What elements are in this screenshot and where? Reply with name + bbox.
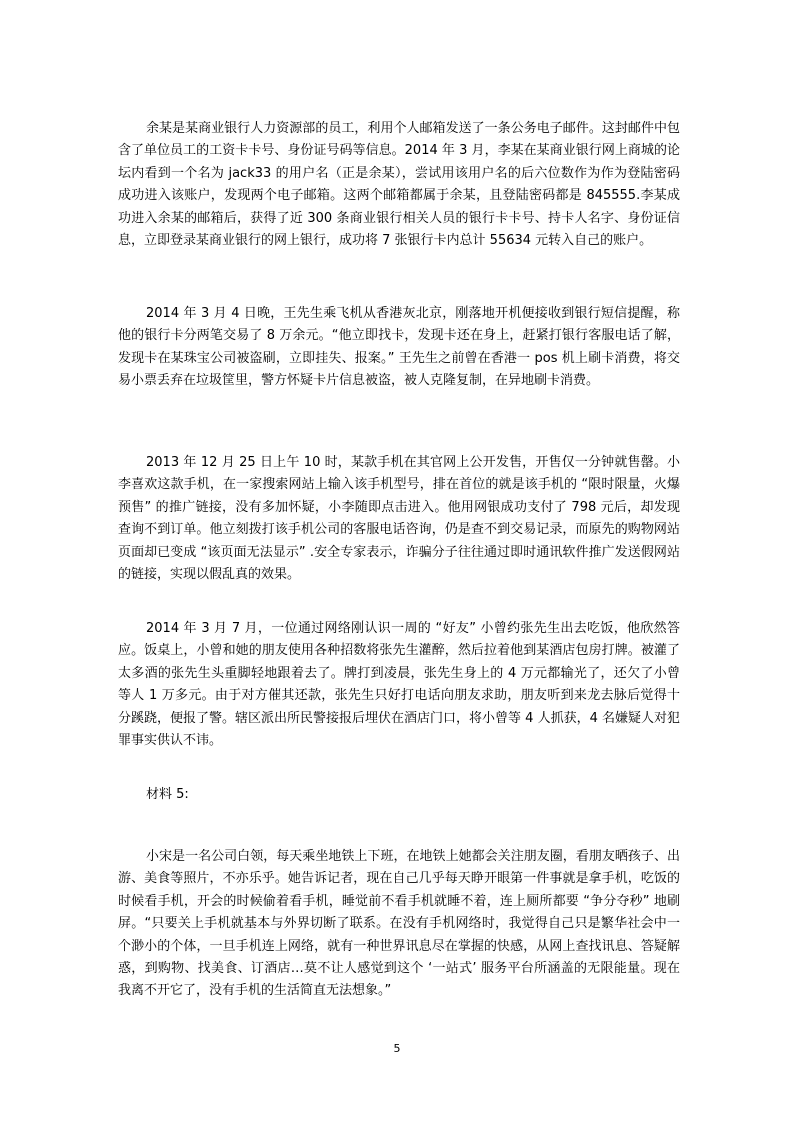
paragraph-online-friend-case: 2014 年 3 月 7 月，一位通过网络刚认识一周的 “好友” 小曾约张先生出去吃饭，他欣然答应。饭桌上，小曾和她的朋友使用各种招数将张先生灌醉，然后拉着他到某酒店包房打牌。被灌了太多酒的张先生头重脚轻地跟着去了。牌打到凌晨，张先生身上的 4 万元都输光了，还欠了小曾等人 1 万多元。由于对方催其还款，张先生只好打电话向朋友求助，朋友听到来龙去脉后觉得十分蹊跷，便报了警。辖区派出所民警接报后埋伏在酒店门口，将小曾等 4 人抓获，4 名嫌疑人对犯罪事实供认不讳。 bbox=[118, 621, 680, 749]
paragraph-fake-website-case: 2013 年 12 月 25 日上午 10 时，某款手机在其官网上公开发售，开售仅一分钟就售罄。小李喜欢这款手机，在一家搜索网站上输入该手机型号，排在首位的就是该手机的 “限时限量，火爆预售” 的推广链接，没有多加怀疑，小李随即点击进入。他用网银成功支付了 798 元后，却发现查询不到订单。他立刻拨打该手机公司的客服电话咨询，仍是查不到交易记录，而原先的购物网站页面却已变成 “该页面无法显示” .安全专家表示，诈骗分子往往通过即时通讯软件推广发送假网站的链接，实现以假乱真的效果。 bbox=[118, 455, 680, 583]
paragraph-phone-addiction: 小宋是一名公司白领，每天乘坐地铁上下班，在地铁上她都会关注朋友圈，看朋友晒孩子、出游、美食等照片，不亦乐乎。她告诉记者，现在自己几乎每天睁开眼第一件事就是拿手机，吃饭的时候看手机，开会的时候偷着看手机，睡觉前不看手机就睡不着，连上厕所都要 “争分夺秒” 地刷屏。“只要关上手机就基本与外界切断了联系。在没有手机网络时，我觉得自己只是繁华社会中一个渺小的个体，一旦手机连上网络，就有一种世界讯息尽在掌握的快感，从网上查找讯息、答疑解惑，到购物、找美食、订酒店…莫不让人感觉到这个 ‘一站式’ 服务平台所涵盖的无限能量。现在我离不开它了，没有手机的生活简直无法想象。” bbox=[118, 849, 680, 999]
paragraph-card-cloning-case: 2014 年 3 月 4 日晚，王先生乘飞机从香港灰北京，刚落地开机便接收到银行短信提醒，称他的银行卡分两笔交易了 8 万余元。“他立即找卡，发现卡还在身上，赶紧打银行客服电话了解，发现卡在某珠宝公司被盗刷，立即挂失、报案。” 王先生之前曾在香港一 pos 机上刷卡消费，将交易小票丢弃在垃圾筐里，警方怀疑卡片信息被盗，被人克隆复制，在异地刷卡消费。 bbox=[118, 306, 680, 389]
paragraph-bank-email-case: 余某是某商业银行人力资源部的员工，利用个人邮箱发送了一条公务电子邮件。这封邮件中包含了单位员工的工资卡卡号、身份证号码等信息。2014 年 3 月，李某在某商业银行网上商城的论坛内看到一个名为 jack33 的用户名（正是余某），尝试用该用户名的后六位数作为作为登陆密码成功进入该账户，发现两个电子邮箱。这两个邮箱都属于余某，且登陆密码都是 845555.李某成功进入余某的邮箱后，获得了近 300 条商业银行相关人员的银行卡卡号、持卡人名字、身份证信息，立即登录某商业银行的网上银行，成功将 7 张银行卡内总计 55634 元转入自己的账户。 bbox=[118, 121, 680, 249]
material-heading: 材料 5: bbox=[146, 787, 189, 802]
page-number: 5 bbox=[393, 1042, 401, 1055]
